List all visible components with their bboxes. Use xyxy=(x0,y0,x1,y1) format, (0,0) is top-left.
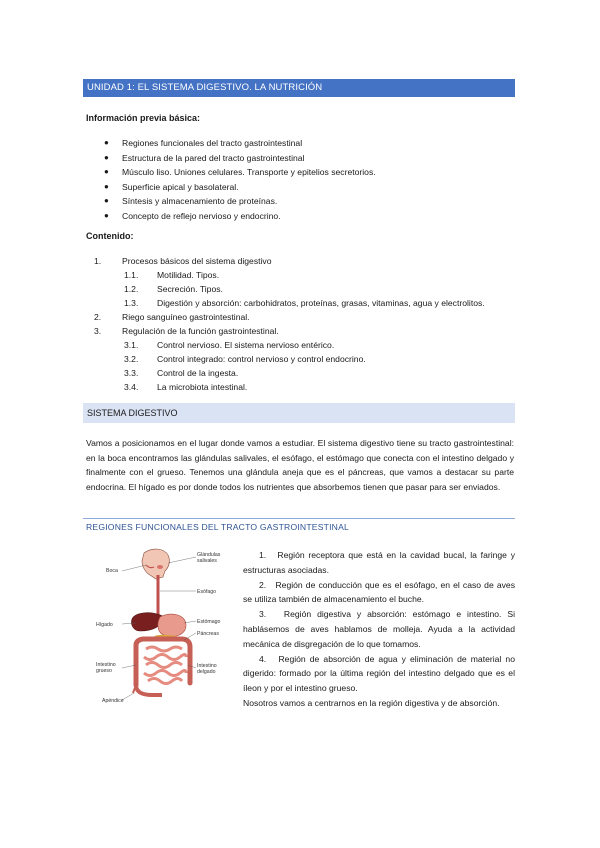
list-item: 4. Región de absorción de agua y eliminación de material no digerido: formado por la última región del intestino delgado que es el íleon y por el intestino grueso. xyxy=(243,653,515,694)
prior-info-label: Información previa básica: xyxy=(86,113,201,123)
list-item: 3. Región digestiva y absorción: estómago e intestino. Si hablásemos de aves hablamos de molleja. Ayuda a la actividad mecánica de disgregación de lo que tomamos. xyxy=(243,609,515,649)
toc-item: 3.2. Control integrado: control nervioso y control endocrino. xyxy=(124,354,366,364)
salivary-gland-shape xyxy=(157,565,163,569)
large-intestine-shape xyxy=(136,639,190,685)
toc-item: 1.2. Secreción. Tipos. xyxy=(124,284,223,294)
label-boca: Boca xyxy=(106,568,118,574)
label-intestino-delgado: Intestino xyxy=(197,663,217,669)
toc-item: 3. Regulación de la función gastrointestinal. xyxy=(94,326,279,336)
list-item: 2. Región de conducción que es el esófago, en el caso de aves se utiliza también de almacenamiento el buche. xyxy=(243,579,515,605)
toc-item: 1. Procesos básicos del sistema digestivo xyxy=(94,256,272,266)
list-item: ● Concepto de reflejo nervioso y endocrino. xyxy=(104,210,281,221)
list-item: ● Músculo liso. Uniones celulares. Transporte y epitelios secretorios. xyxy=(104,167,376,178)
section-title-bar: SISTEMA DIGESTIVO xyxy=(83,403,515,423)
label-higado: Hígado xyxy=(96,622,113,628)
unit-title-banner: UNIDAD 1: EL SISTEMA DIGESTIVO. LA NUTRICIÓN xyxy=(83,79,515,97)
label-intestino-grueso: Intestino xyxy=(96,662,116,668)
toc-item: 2. Riego sanguíneo gastrointestinal. xyxy=(94,312,250,322)
prior-info-list xyxy=(104,136,514,224)
content-label: Contenido: xyxy=(86,231,134,241)
label-apendice: Apéndice xyxy=(102,698,124,704)
toc-item: 3.1. Control nervioso. El sistema nervioso entérico. xyxy=(124,340,335,350)
rectum-shape xyxy=(136,685,162,695)
regions-list xyxy=(243,548,515,696)
toc-item: 3.4. La microbiota intestinal. xyxy=(124,382,248,392)
label-grueso: grueso xyxy=(96,668,112,674)
subsection-divider xyxy=(83,518,515,519)
digestive-system-illustration xyxy=(92,545,240,705)
label-estomago: Estómago xyxy=(197,619,221,625)
closing-paragraph: Nosotros vamos a centrarnos en la región digestiva y de absorción. xyxy=(243,698,500,708)
list-item: ● Regiones funcionales del tracto gastrointestinal xyxy=(104,138,303,148)
small-intestine-shape xyxy=(144,647,186,684)
label-pancreas: Páncreas xyxy=(197,631,219,637)
list-item: ● Superficie apical y basolateral. xyxy=(104,181,239,192)
list-item: 1. Región receptora que está en la cavidad bucal, la faringe y estructuras asociadas. xyxy=(243,550,515,575)
intro-paragraph: Vamos a posicionamos en el lugar donde vamos a estudiar. El sistema digestivo tiene su tracto gastrointestinal: en la boca encontramos las glándulas salivales, el esófago, el estómago que conecta con el intestino delgado y finalmente con el grueso. Tenemos una glándula aneja que es el páncreas, que vamos a destacar su parte endocrina. El hígado es por donde todos los nutrientes que absorbemos tienen que pasar para ser enviados. xyxy=(86,438,514,492)
label-salivales: salivales xyxy=(197,558,217,564)
toc-item: 1.1. Motilidad. Tipos. xyxy=(124,270,220,280)
toc-item: 1.3. Digestión y absorción: carbohidratos, proteínas, grasas, vitaminas, agua y electrolitos. xyxy=(124,298,485,308)
list-item: ● Estructura de la pared del tracto gastrointestinal xyxy=(104,152,305,163)
label-delgado: delgado xyxy=(197,669,216,675)
appendix-shape xyxy=(133,685,136,693)
stomach-shape xyxy=(158,614,186,636)
toc-item: 3.3. Control de la ingesta. xyxy=(124,368,239,378)
label-esofago: Esófago xyxy=(197,589,217,595)
list-item: ● Síntesis y almacenamiento de proteínas. xyxy=(104,196,278,207)
subsection-title: REGIONES FUNCIONALES DEL TRACTO GASTROINTESTINAL xyxy=(86,522,350,532)
label-glandulas: Glándulas xyxy=(197,552,221,558)
head-shape xyxy=(142,549,169,579)
